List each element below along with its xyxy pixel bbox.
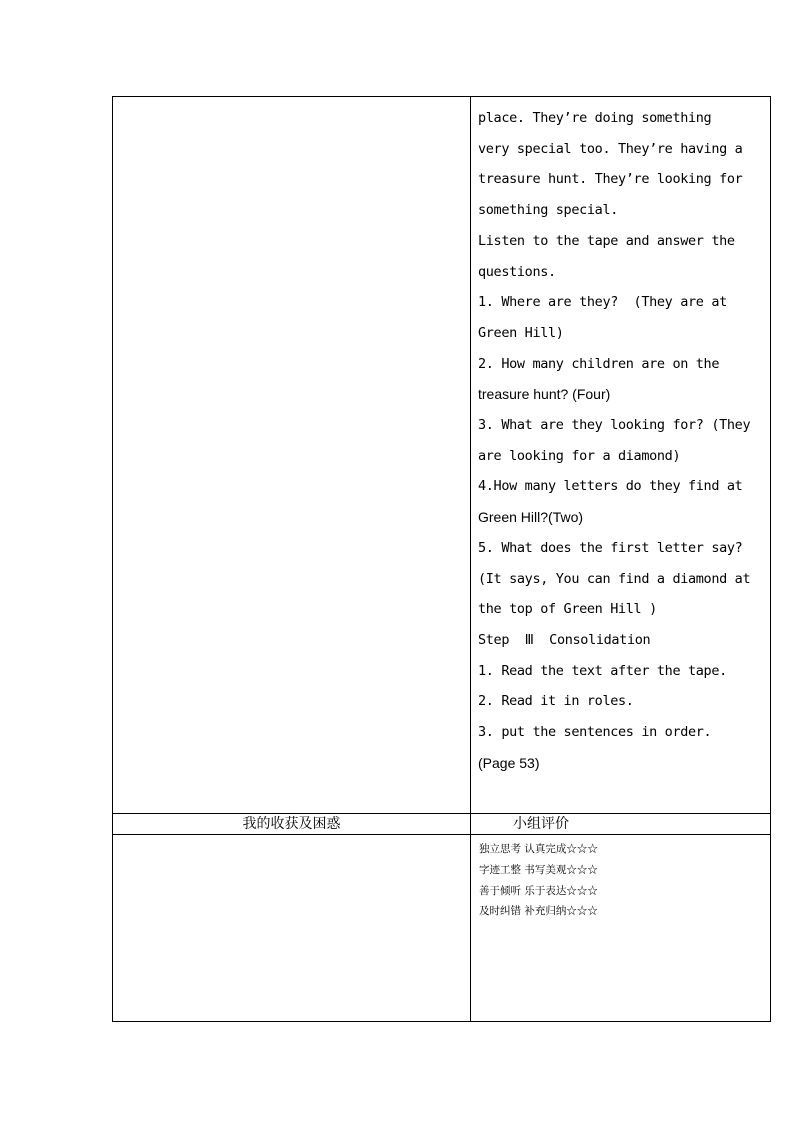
evaluation-item: 独立思考 认真完成☆☆☆ <box>479 843 598 855</box>
evaluation-item: 字迹工整 书写美观☆☆☆ <box>479 863 598 876</box>
worksheet-table <box>112 96 771 1022</box>
question-line: 5. What does the first letter say? <box>478 539 743 556</box>
evaluation-row <box>113 835 771 1022</box>
lesson-line: place. They’re doing something <box>478 110 712 126</box>
answer-line: the top of Green Hill ) <box>478 601 657 618</box>
lesson-content-cell <box>471 97 771 814</box>
task-line: 2. Read it in roles. <box>478 693 634 710</box>
answer-line: Green Hill) <box>478 324 564 341</box>
lesson-row <box>113 97 771 814</box>
answer-line: treasure hunt? (Four) <box>478 386 611 403</box>
evaluation-item: 善于倾听 乐于表达☆☆☆ <box>479 884 598 897</box>
lesson-line: questions. <box>478 263 556 280</box>
answer-line: are looking for a diamond) <box>478 447 681 464</box>
header-row <box>113 814 771 835</box>
lesson-line: treasure hunt. They’re looking for <box>478 171 743 188</box>
question-line: 1. Where are they? (They are at <box>478 294 727 311</box>
lesson-line: something special. <box>478 202 618 219</box>
task-line: 3. put the sentences in order. <box>478 724 712 741</box>
group-eval-header: 小组评价 <box>471 814 771 835</box>
gains-header: 我的收获及困惑 <box>113 814 471 835</box>
page-reference: (Page 53) <box>478 754 540 771</box>
question-line: 4.How many letters do they find at <box>478 478 743 495</box>
evaluation-list <box>471 835 770 922</box>
question-line: 3. What are they looking for? (They <box>478 417 751 434</box>
question-line: 2. How many children are on the <box>478 355 720 372</box>
answer-line: (It says, You can find a diamond at <box>478 570 751 587</box>
evaluation-item: 及时纠错 补充归纳☆☆☆ <box>479 905 598 918</box>
notes-cell-empty <box>113 97 471 814</box>
gains-cell-empty <box>113 835 471 1022</box>
task-line: 1. Read the text after the tape. <box>478 662 727 679</box>
evaluation-cell <box>471 835 771 1022</box>
lesson-line: Listen to the tape and answer the <box>478 232 735 249</box>
lesson-line: very special too. They’re having a <box>478 140 743 157</box>
step-heading: Step Ⅲ Consolidation <box>478 631 651 648</box>
answer-line: Green Hill?(Two) <box>478 509 584 526</box>
lesson-text <box>471 97 770 778</box>
